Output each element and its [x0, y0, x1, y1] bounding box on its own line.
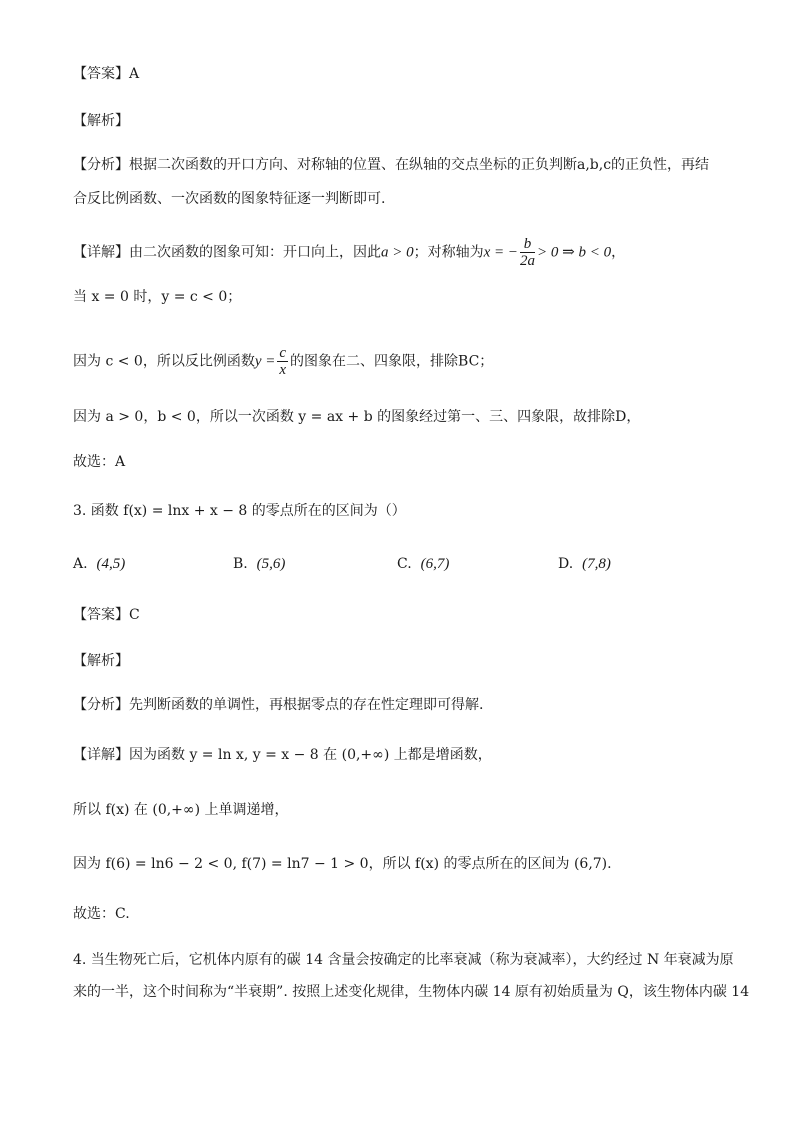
q2-detail-line-3	[73, 345, 493, 378]
q3-option-value: (4,5)	[96, 556, 126, 572]
q3-option-value: (5,6)	[256, 556, 286, 572]
q3-answer: 【答案】C	[73, 607, 140, 623]
q2-detail-1-e: > 0 ⇒ b < 0	[537, 244, 612, 261]
q2-analysis-text-2: 合反比例函数、一次函数的图象特征逐一判断即可.	[73, 191, 386, 207]
q2-choice: 故选：A	[73, 454, 126, 470]
q2-fraction-denominator: 2a	[520, 253, 536, 269]
q3-detail-line-2: 所以 f(x) 在 (0,+∞) 上单调递增，	[73, 802, 289, 818]
q4-stem-line-1: 4. 当生物死亡后，它机体内原有的碳 14 含量会按确定的比率衰减（称为衰减率），大约经过 N 年衰减为原	[73, 952, 734, 968]
q3-detail-line-1: 【详解】因为函数 y = ln x, y = x − 8 在 (0,+∞) 上都是增函数，	[73, 747, 492, 763]
q2-detail-line-2: 当 x = 0 时，y = c < 0；	[73, 289, 242, 305]
q3-option-label: C.	[397, 556, 412, 572]
q3-option-label: A.	[73, 556, 88, 572]
q3-option-value: (6,7)	[420, 556, 450, 572]
q2-fraction-numerator: b	[520, 236, 535, 253]
q2-fraction-c-over-x	[277, 345, 288, 378]
q3-option-a	[73, 556, 125, 573]
q2-detail-1-a: 【详解】由二次函数的图象可知：开口向上，因此	[73, 244, 381, 261]
q2-detail-3-a: 因为 c < 0，所以反比例函数	[73, 353, 255, 370]
q2-detail-line-1	[73, 236, 625, 269]
q3-option-b	[233, 556, 285, 573]
q2-detail-3-c: 的图象在二、四象限，排除BC；	[290, 353, 494, 370]
q3-analysis-text: 【分析】先判断函数的单调性，再根据零点的存在性定理即可得解.	[73, 697, 484, 713]
q2-detail-3-b: y =	[254, 353, 276, 370]
q4-stem-line-2: 来的一半，这个时间称为“半衰期”. 按照上述变化规律，生物体内碳 14 原有初始质量为 Q，该生物体内碳 14	[73, 984, 750, 1000]
q3-option-label: D.	[558, 556, 574, 572]
q3-option-value: (7,8)	[582, 556, 611, 572]
q2-analysis-heading: 【解析】	[73, 113, 129, 129]
q3-stem: 3. 函数 f(x) = lnx + x − 8 的零点所在的区间为（）	[73, 503, 406, 519]
q2-detail-line-4: 因为 a > 0，b < 0，所以一次函数 y = ax + b 的图象经过第一、三、四象限，故排除D，	[73, 409, 641, 425]
q2-answer: 【答案】A	[73, 66, 140, 82]
q3-option-c	[397, 556, 449, 573]
q2-fraction-3-numerator: c	[279, 345, 287, 361]
q3-detail-line-3: 因为 f(6) = ln6 − 2 < 0, f(7) = ln7 − 1 > 0，所以 f(x) 的零点所在的区间为 (6,7).	[73, 856, 612, 872]
q2-detail-1-f: ，	[611, 244, 626, 261]
q2-fraction-b-over-2a	[520, 236, 535, 269]
q3-choice: 故选：C.	[73, 906, 130, 922]
q3-analysis-heading: 【解析】	[73, 653, 129, 669]
q3-option-d	[558, 556, 611, 573]
q2-fraction-3-denominator: x	[279, 362, 287, 378]
q2-detail-1-b: a > 0	[381, 244, 414, 261]
q2-detail-1-c: ；对称轴为	[413, 244, 484, 261]
q2-analysis-text: 【分析】根据二次函数的开口方向、对称轴的位置、在纵轴的交点坐标的正负判断a,b,c的正负性，再结	[73, 157, 710, 173]
q2-detail-1-d: x = −	[483, 244, 519, 261]
q3-option-label: B.	[233, 556, 248, 572]
